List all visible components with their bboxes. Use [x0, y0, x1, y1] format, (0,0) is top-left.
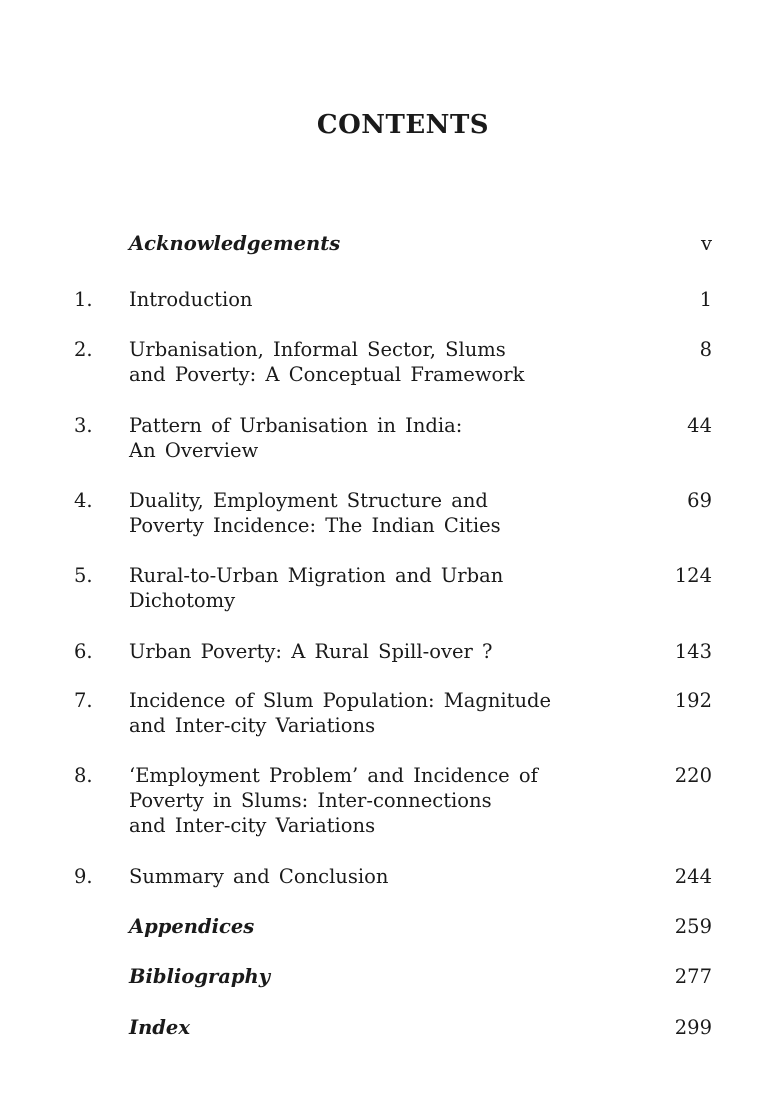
chapter-title	[129, 287, 639, 312]
chapter-title-line: Summary and Conclusion	[129, 865, 389, 888]
chapter-title-line: Bibliography	[129, 965, 271, 988]
chapter-title	[129, 914, 639, 939]
chapter-title-line: Urban Poverty: A Rural Spill-over ?	[129, 640, 493, 663]
chapter-title-line: An Overview	[129, 439, 259, 462]
chapter-title	[129, 1015, 639, 1040]
page-number: v	[700, 232, 712, 255]
chapter-title	[129, 231, 639, 256]
page-number: 124	[674, 564, 712, 587]
chapter-title	[129, 763, 639, 838]
chapter-title-line: and Inter-city Variations	[129, 714, 376, 737]
chapter-title-line: Dichotomy	[129, 589, 236, 612]
page-number: 220	[674, 764, 712, 787]
chapter-title	[129, 563, 639, 613]
chapter-title-line: and Inter-city Variations	[129, 814, 376, 837]
chapter-title-line: Urbanisation, Informal Sector, Slums	[129, 338, 506, 361]
chapter-title-line: Appendices	[129, 915, 255, 938]
page-number: 259	[674, 915, 712, 938]
chapter-number: 9.	[74, 865, 93, 888]
chapter-title-line: Acknowledgements	[129, 232, 341, 255]
chapter-title-line: ‘Employment Problem’ and Incidence of	[129, 764, 538, 787]
chapter-number: 5.	[74, 564, 93, 587]
chapter-number: 2.	[74, 338, 93, 361]
page-number: 192	[674, 689, 712, 712]
chapter-number: 7.	[74, 689, 93, 712]
page-number: 277	[674, 965, 712, 988]
chapter-title-line: and Poverty: A Conceptual Framework	[129, 363, 525, 386]
page-number: 44	[687, 414, 712, 437]
page-title: CONTENTS	[316, 110, 490, 140]
chapter-number: 6.	[74, 640, 93, 663]
chapter-title-line: Introduction	[129, 288, 253, 311]
page-number: 8	[699, 338, 712, 361]
chapter-title-line: Index	[129, 1016, 190, 1039]
chapter-title	[129, 639, 639, 664]
chapter-title-line: Pattern of Urbanisation in India:	[129, 414, 463, 437]
chapter-number: 1.	[74, 288, 93, 311]
chapter-title-line: Poverty Incidence: The Indian Cities	[129, 514, 501, 537]
page-number: 143	[674, 640, 712, 663]
page-number: 244	[674, 865, 712, 888]
chapter-title-line: Duality, Employment Structure and	[129, 489, 488, 512]
chapter-title-line: Poverty in Slums: Inter-connections	[129, 789, 492, 812]
chapter-title	[129, 864, 639, 889]
page-number: 299	[674, 1016, 712, 1039]
chapter-number: 4.	[74, 489, 93, 512]
chapter-title	[129, 337, 639, 387]
chapter-title	[129, 413, 639, 463]
chapter-title	[129, 964, 639, 989]
chapter-title-line: Rural-to-Urban Migration and Urban	[129, 564, 504, 587]
chapter-title	[129, 688, 639, 738]
chapter-title-line: Incidence of Slum Population: Magnitude	[129, 689, 552, 712]
chapter-number: 8.	[74, 764, 93, 787]
page-number: 1	[699, 288, 712, 311]
page-number: 69	[687, 489, 712, 512]
chapter-number: 3.	[74, 414, 93, 437]
chapter-title	[129, 488, 639, 538]
